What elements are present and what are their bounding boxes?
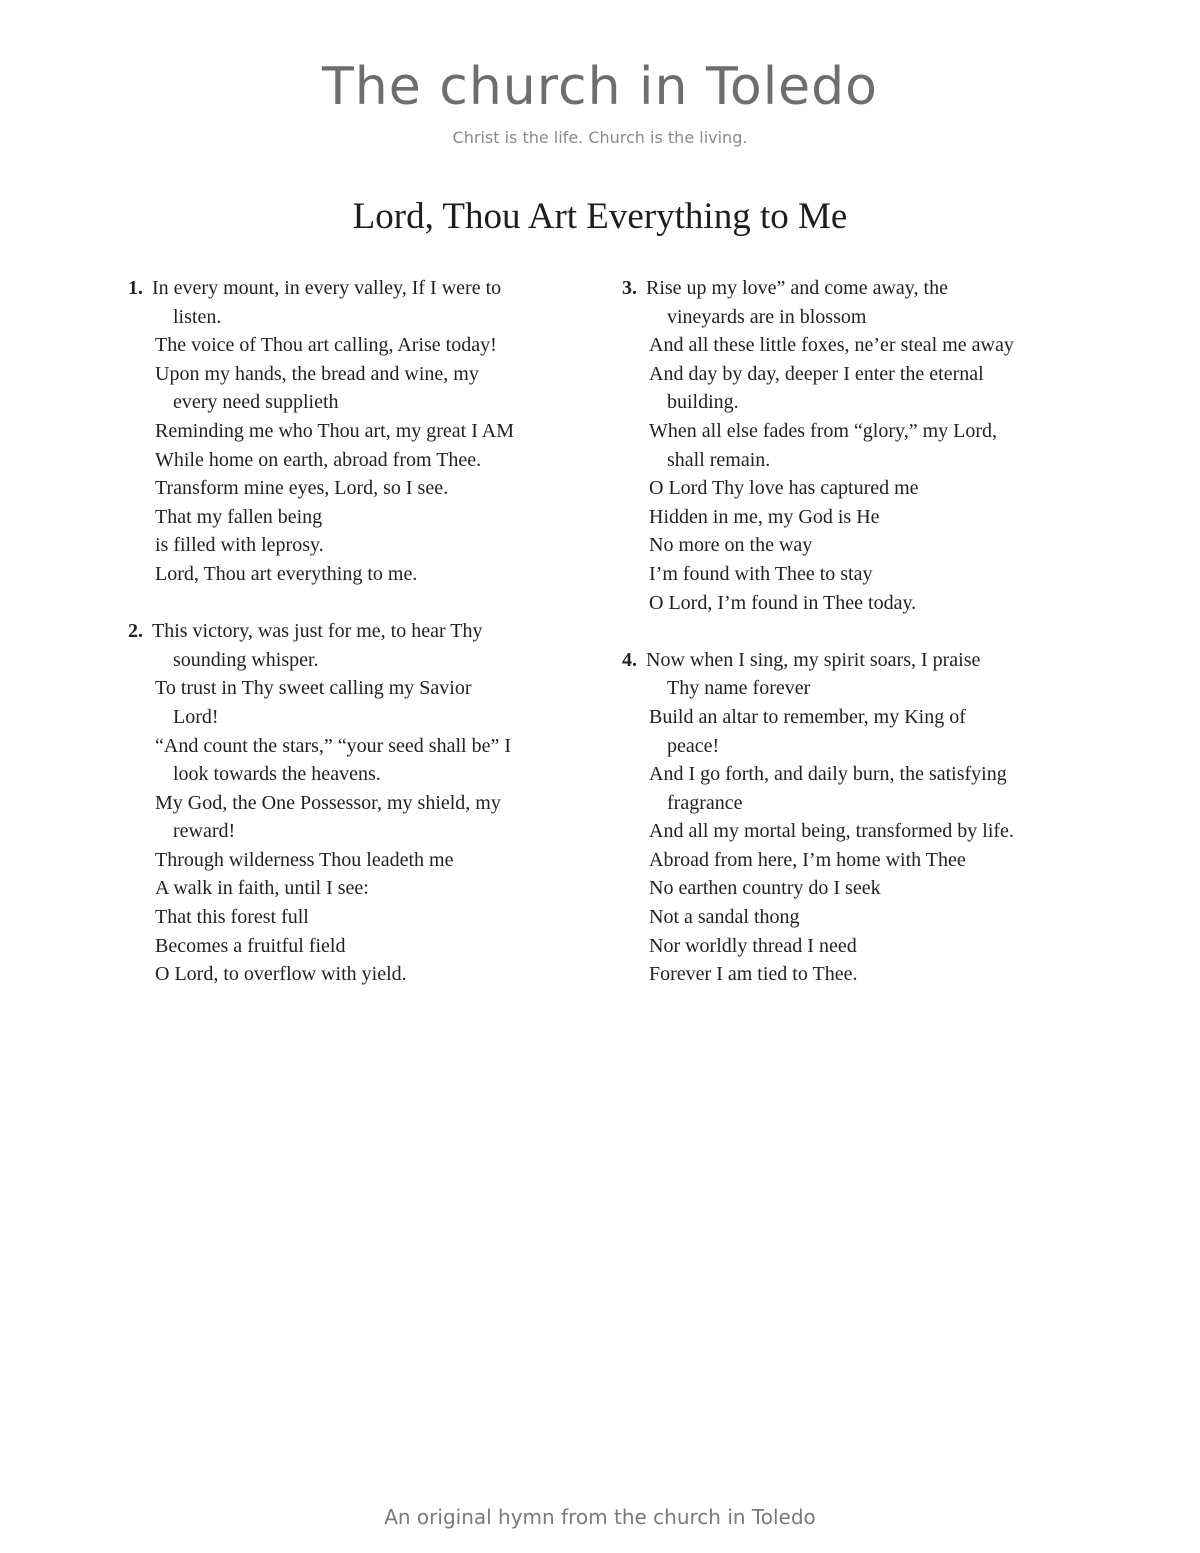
verse-line xyxy=(128,674,598,731)
verse-line-text: A walk in faith, until I see: xyxy=(155,877,369,900)
verse-line xyxy=(622,703,1092,760)
verse-3 xyxy=(622,274,1092,617)
verse-line-continuation: fragrance xyxy=(667,791,743,814)
verse-line xyxy=(622,417,1092,474)
verse-line xyxy=(622,846,1092,875)
verse-line-text: Abroad from here, I’m home with Thee xyxy=(649,848,966,871)
site-title: The church in Toledo xyxy=(322,57,878,117)
verse-line-text: And day by day, deeper I enter the eternal xyxy=(649,362,984,385)
verse-line-continuation: look towards the heavens. xyxy=(173,763,381,786)
verse-line-text: This victory, was just for me, to hear Thy xyxy=(152,620,483,643)
verse-line xyxy=(128,874,598,903)
verse-line-text: “And count the stars,” “your seed shall be” I xyxy=(155,734,511,757)
verse-line-text: My God, the One Possessor, my shield, my xyxy=(155,791,501,814)
verse-line xyxy=(622,331,1092,360)
verse-line-text: No more on the way xyxy=(649,534,813,557)
verse-line xyxy=(128,417,598,446)
verse-line-text: Becomes a fruitful field xyxy=(155,934,346,957)
verses-column-left xyxy=(128,274,598,989)
verse-line-text: While home on earth, abroad from Thee. xyxy=(155,448,482,471)
verse-line-continuation: Lord! xyxy=(173,705,219,728)
verse-line xyxy=(622,960,1092,989)
verse-line-text: Hidden in me, my God is He xyxy=(649,505,880,528)
verse-line-text: And all these little foxes, ne’er steal me away xyxy=(649,334,1014,357)
verse-line-text: That this forest full xyxy=(155,906,309,929)
verses-column-right xyxy=(622,274,1092,989)
verse-line-continuation: vineyards are in blossom xyxy=(667,305,867,328)
verse-line-text: To trust in Thy sweet calling my Savior xyxy=(155,677,472,700)
verse-4 xyxy=(622,646,1092,989)
verse-line xyxy=(128,903,598,932)
verse-number: 4. xyxy=(622,648,637,671)
verse-line-text: No earthen country do I seek xyxy=(649,877,881,900)
verse-line xyxy=(128,446,598,475)
verse-line-continuation: building. xyxy=(667,391,739,414)
verse-line xyxy=(622,903,1092,932)
verse-line xyxy=(622,760,1092,817)
verse-line-continuation: Thy name forever xyxy=(667,677,811,700)
verse-line xyxy=(128,560,598,589)
verse-line-text: And all my mortal being, transformed by life. xyxy=(649,820,1014,843)
verse-line-text: And I go forth, and daily burn, the satisfying xyxy=(649,763,1007,786)
verse-line-text: When all else fades from “glory,” my Lord, xyxy=(649,419,998,442)
verse-line xyxy=(622,874,1092,903)
verse-number: 3. xyxy=(622,277,637,299)
verse-line xyxy=(622,589,1092,618)
verse-line-text: In every mount, in every valley, If I were to xyxy=(152,277,502,299)
verse-line xyxy=(128,274,598,331)
verse-line-text: Rise up my love” and come away, the xyxy=(646,277,948,299)
verse-line-text: Reminding me who Thou art, my great I AM xyxy=(155,419,515,442)
hymn-title: Lord, Thou Art Everything to Me xyxy=(352,196,848,237)
verse-line xyxy=(128,331,598,360)
verse-line-text: Not a sandal thong xyxy=(649,906,800,929)
verse-line xyxy=(622,932,1092,961)
verse-line-text: is filled with leprosy. xyxy=(155,534,324,557)
verse-line xyxy=(128,789,598,846)
footer-note: An original hymn from the church in Toledo xyxy=(384,1505,816,1529)
verse-line-text: Build an altar to remember, my King of xyxy=(649,705,966,728)
verse-line-continuation: sounding whisper. xyxy=(173,648,319,671)
verse-line xyxy=(622,560,1092,589)
verse-line xyxy=(128,503,598,532)
verse-line-text: Transform mine eyes, Lord, so I see. xyxy=(155,477,449,500)
verse-1 xyxy=(128,274,598,589)
verse-line-continuation: every need supplieth xyxy=(173,391,339,414)
verse-line xyxy=(128,846,598,875)
verse-2 xyxy=(128,617,598,989)
verse-line-text: Lord, Thou art everything to me. xyxy=(155,562,418,585)
verse-line-text: Nor worldly thread I need xyxy=(649,934,857,957)
verse-line-text: The voice of Thou art calling, Arise today! xyxy=(155,334,497,357)
verse-number: 2. xyxy=(128,620,143,643)
verse-line xyxy=(622,817,1092,846)
verse-number: 1. xyxy=(128,277,143,299)
verse-line-text: O Lord, I’m found in Thee today. xyxy=(649,591,917,614)
verse-line-text: Through wilderness Thou leadeth me xyxy=(155,848,454,871)
verse-line xyxy=(128,531,598,560)
verse-line-text: That my fallen being xyxy=(155,505,323,528)
verse-line xyxy=(128,732,598,789)
verse-line xyxy=(128,617,598,674)
verse-line xyxy=(622,646,1092,703)
verse-line xyxy=(128,360,598,417)
verse-line xyxy=(622,474,1092,503)
verse-line-text: Now when I sing, my spirit soars, I praise xyxy=(646,648,981,671)
verse-line xyxy=(128,960,598,989)
verse-line-text: Forever I am tied to Thee. xyxy=(649,963,858,986)
verse-line-text: Upon my hands, the bread and wine, my xyxy=(155,362,479,385)
site-tagline: Christ is the life. Church is the living. xyxy=(452,128,748,147)
verse-line-continuation: listen. xyxy=(173,305,222,328)
verse-line xyxy=(128,932,598,961)
verse-line-continuation: peace! xyxy=(667,734,720,757)
verse-line-continuation: shall remain. xyxy=(667,448,771,471)
verse-line xyxy=(622,360,1092,417)
verse-line xyxy=(622,503,1092,532)
verse-line xyxy=(622,531,1092,560)
verse-line-continuation: reward! xyxy=(173,820,236,843)
verse-line xyxy=(128,474,598,503)
verse-line-text: O Lord Thy love has captured me xyxy=(649,477,919,500)
verse-line-text: I’m found with Thee to stay xyxy=(649,562,873,585)
verse-line-text: O Lord, to overflow with yield. xyxy=(155,963,407,986)
verse-line xyxy=(622,274,1092,331)
